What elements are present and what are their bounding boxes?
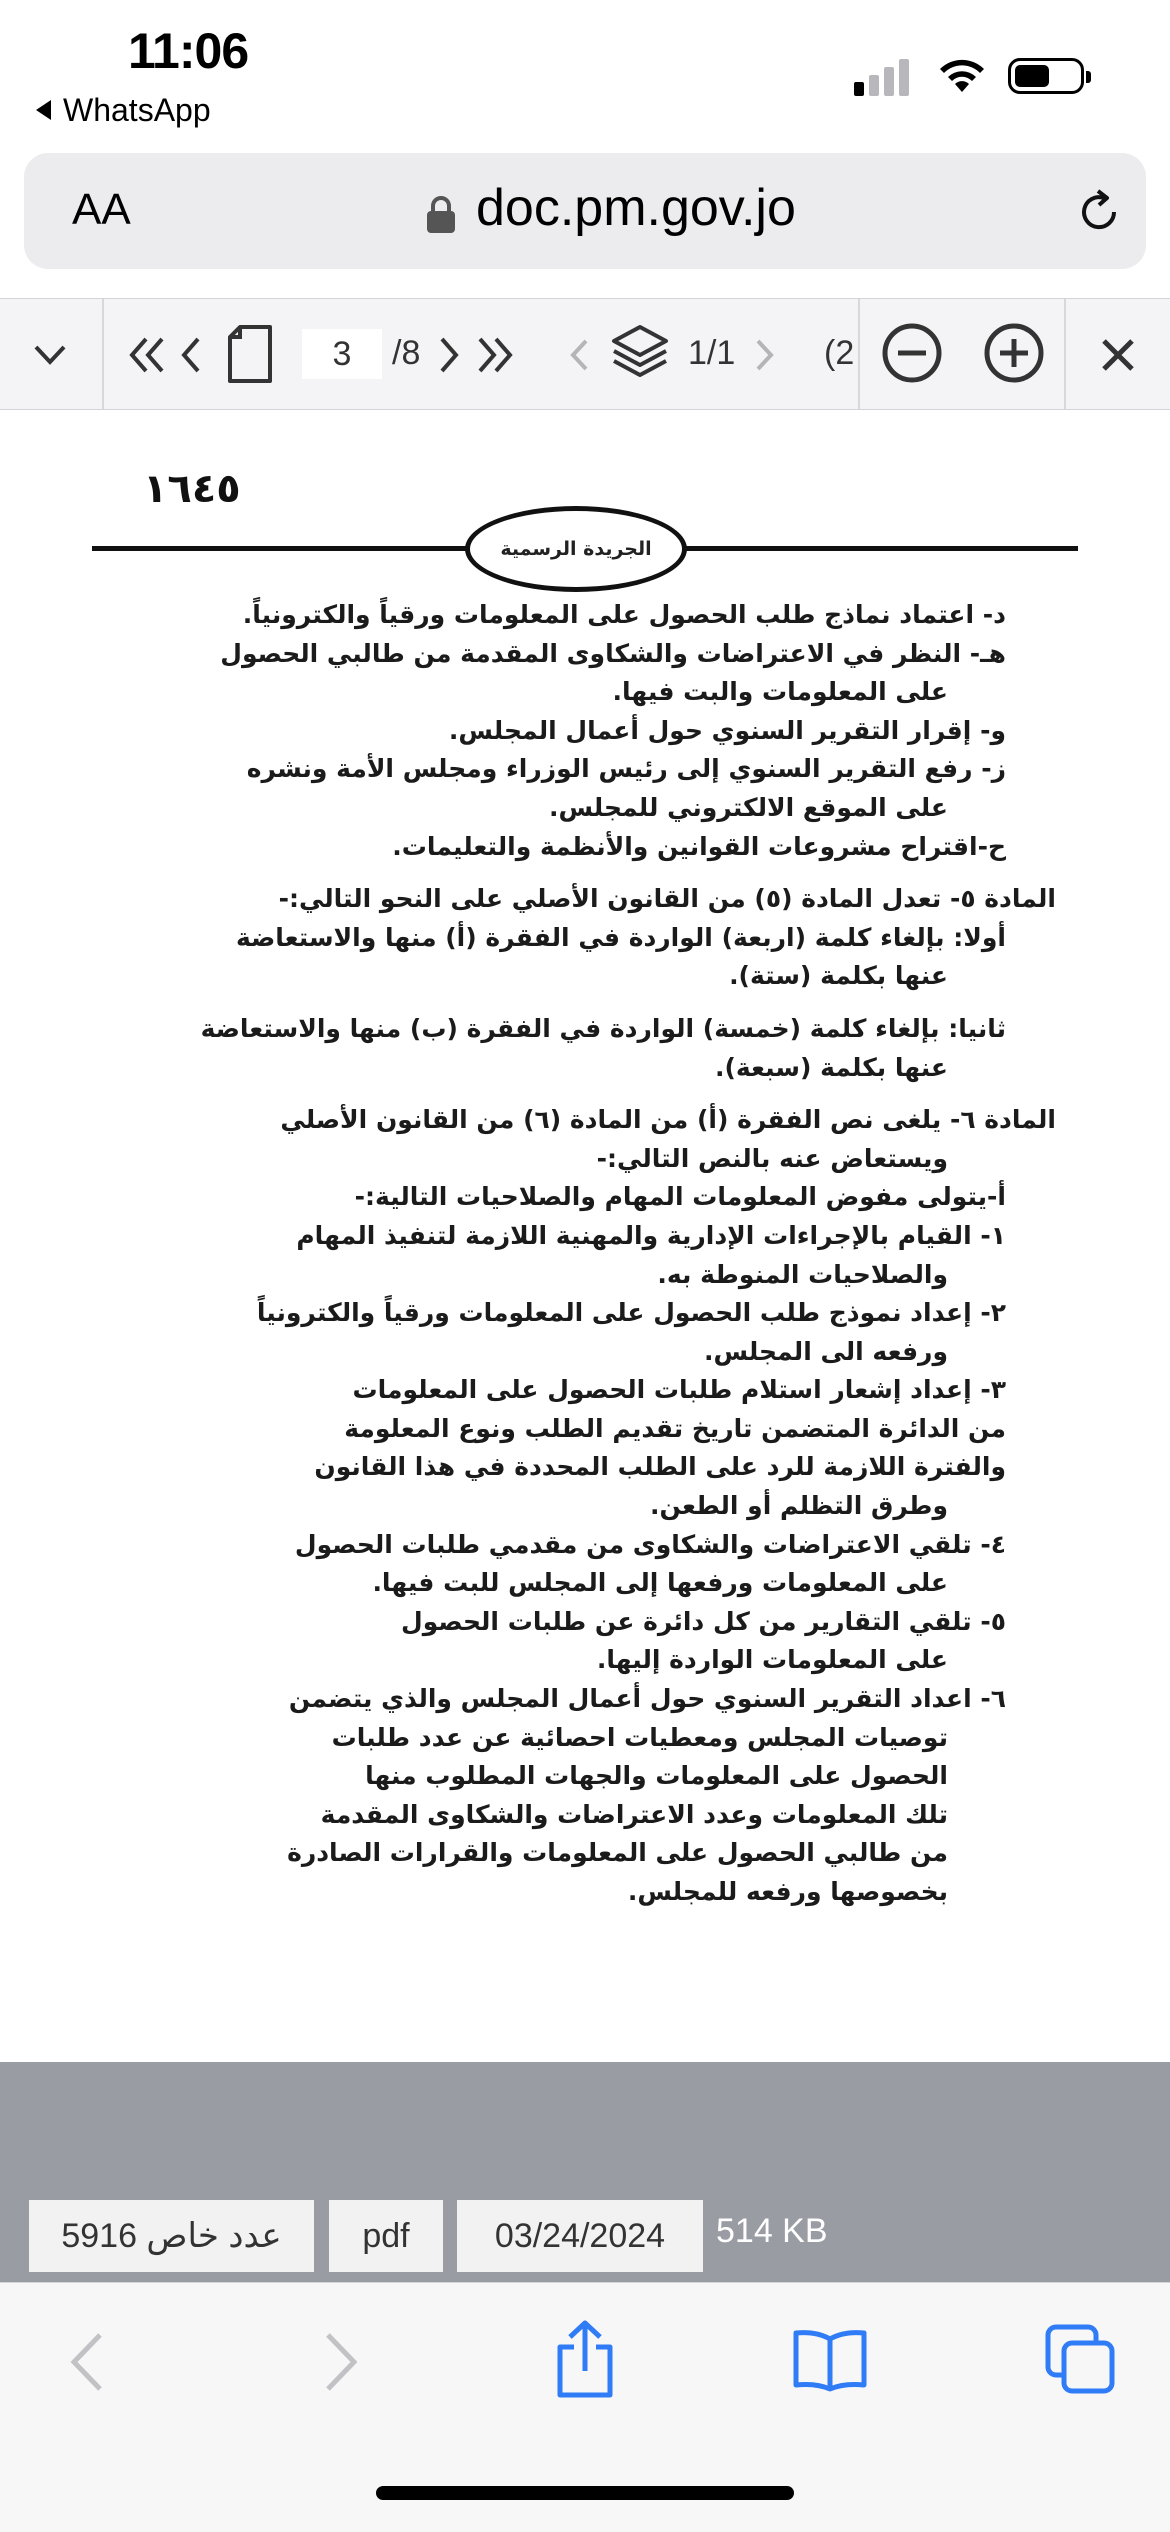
doc-line: ح-اقتراح مشروعات القوانين والأنظمة والتعليمات. — [392, 831, 1006, 861]
layer-count: 1/1 — [688, 334, 736, 372]
close-icon[interactable] — [1098, 335, 1138, 375]
file-type-chip: pdf — [329, 2200, 443, 2272]
share-icon[interactable] — [550, 2319, 620, 2399]
doc-line: الحصول على المعلومات والجهات المطلوب منها — [365, 1761, 948, 1791]
doc-line: ويستعاض عنه بالنص التالي:- — [596, 1143, 948, 1173]
next-page-icon[interactable] — [434, 333, 464, 377]
doc-line: على المعلومات ورفعها إلى المجلس للبت فيها. — [372, 1568, 948, 1598]
doc-line: د- اعتماد نماذج طلب الحصول على المعلومات ورقياً والكترونياً. — [242, 600, 1006, 629]
doc-line: بخصوصها ورفعه للمجلس. — [627, 1877, 948, 1906]
doc-line: عنها بكلمة (سبعة). — [714, 1052, 948, 1082]
doc-line: وطرق التظلم أو الطعن. — [650, 1491, 948, 1521]
back-icon[interactable] — [64, 2327, 112, 2397]
battery-icon — [1008, 58, 1084, 94]
next-layer-icon[interactable] — [752, 333, 778, 377]
previous-page-icon[interactable] — [176, 333, 206, 377]
doc-line: على المعلومات والبت فيها. — [612, 677, 948, 707]
doc-line: والفترة اللازمة للرد على الطلب المحددة في هذا القانون — [314, 1452, 1006, 1482]
date-chip: 03/24/2024 — [457, 2200, 703, 2272]
doc-line: والصلاحيات المنوطة به. — [657, 1259, 948, 1289]
status-time: 11:06 — [128, 23, 249, 79]
url-domain: doc.pm.gov.jo — [476, 179, 796, 237]
reload-icon[interactable] — [1074, 187, 1124, 237]
doc-line: ٥- تلقي التقارير من كل دائرة عن طلبات الحصول — [401, 1606, 1006, 1636]
bookmarks-icon[interactable] — [792, 2327, 868, 2393]
chevron-down-icon[interactable] — [30, 335, 70, 375]
page-thumbnail-icon[interactable] — [226, 325, 274, 383]
address-bar[interactable] — [24, 153, 1146, 269]
first-page-icon[interactable] — [126, 333, 170, 377]
doc-line: على المعلومات الواردة إليها. — [596, 1645, 948, 1675]
doc-line: تلك المعلومات وعدد الاعتراضات والشكاوى المقدمة — [320, 1799, 948, 1829]
document-text — [138, 596, 1056, 1912]
doc-line: المادة ٥- تعدل المادة (٥) من القانون الأصلي على النحو التالي:- — [278, 884, 1056, 914]
doc-line: توصيات المجلس ومعطيات احصائية عن عدد طلبات — [331, 1722, 948, 1752]
doc-line: ثانيا: بإلغاء كلمة (خمسة) الواردة في الفقرة (ب) منها والاستعاضة — [200, 1013, 1006, 1043]
tabs-icon[interactable] — [1044, 2323, 1116, 2395]
doc-line: عنها بكلمة (ستة). — [729, 961, 948, 991]
page-number-input[interactable] — [302, 329, 382, 379]
lock-icon — [424, 195, 458, 235]
doc-line: المادة ٦- يلغى نص الفقرة (أ) من المادة (٦) من القانون الأصلي — [280, 1105, 1056, 1135]
doc-line: ٣- إعداد إشعار استلام طلبات الحصول على المعلومات — [352, 1375, 1006, 1405]
doc-line: من الدائرة المتضمن تاريخ تقديم الطلب ونوع المعلومة — [344, 1413, 1006, 1443]
doc-line: هـ- النظر في الاعتراضات والشكاوى المقدمة من طالبي الحصول — [220, 638, 1006, 668]
layers-icon[interactable] — [608, 321, 672, 385]
doc-line: أولا: بإلغاء كلمة (اربعة) الواردة في الفقرة (أ) منها والاستعاضة — [235, 922, 1006, 952]
back-to-app-link[interactable] — [36, 92, 211, 129]
doc-line: أ-يتولى مفوض المعلومات المهام والصلاحيات التالية:- — [354, 1182, 1006, 1212]
partial-label: (2 — [824, 334, 855, 372]
text-size-label: AA — [72, 185, 131, 234]
doc-line: ز- رفع التقرير السنوي إلى رئيس الوزراء ومجلس الأمة ونشره — [246, 754, 1006, 784]
file-info-bar — [0, 2062, 1170, 2282]
back-arrow-icon — [36, 100, 51, 120]
previous-layer-icon[interactable] — [566, 333, 592, 377]
gazette-seal: الجريدة الرسمية — [465, 506, 687, 592]
zoom-out-icon[interactable] — [880, 321, 944, 385]
doc-line: ١- القيام بالإجراءات الإدارية والمهنية اللازمة لتنفيذ المهام — [296, 1220, 1006, 1250]
doc-line: ٦- اعداد التقرير السنوي حول أعمال المجلس والذي يتضمن — [288, 1684, 1006, 1714]
total-pages: /8 — [392, 334, 421, 372]
pdf-toolbar — [0, 298, 1170, 410]
home-indicator — [376, 2486, 794, 2500]
doc-line: ٤- تلقي الاعتراضات والشكاوى من مقدمي طلبات الحصول — [294, 1529, 1006, 1559]
doc-line: من طالبي الحصول على المعلومات والقرارات الصادرة — [287, 1838, 948, 1868]
forward-icon[interactable] — [316, 2327, 364, 2397]
zoom-in-icon[interactable] — [982, 321, 1046, 385]
wifi-icon — [936, 52, 988, 94]
cellular-signal-icon — [854, 56, 914, 96]
last-page-icon[interactable] — [472, 333, 516, 377]
file-size: 514 KB — [716, 2212, 828, 2250]
back-app-label: WhatsApp — [63, 92, 211, 128]
text-size-button[interactable] — [72, 185, 131, 235]
doc-line: ٢- إعداد نموذج طلب الحصول على المعلومات ورقياً والكترونياً — [256, 1298, 1006, 1328]
doc-line: على الموقع الالكتروني للمجلس. — [548, 792, 948, 822]
page-number: ١٦٤٥ — [143, 466, 241, 512]
pdf-page — [0, 410, 1170, 2062]
issue-chip: عدد خاص 5916 — [29, 2200, 314, 2272]
doc-line: ورفعه الى المجلس. — [703, 1336, 948, 1366]
doc-line: و- إقرار التقرير السنوي حول أعمال المجلس. — [448, 715, 1006, 745]
